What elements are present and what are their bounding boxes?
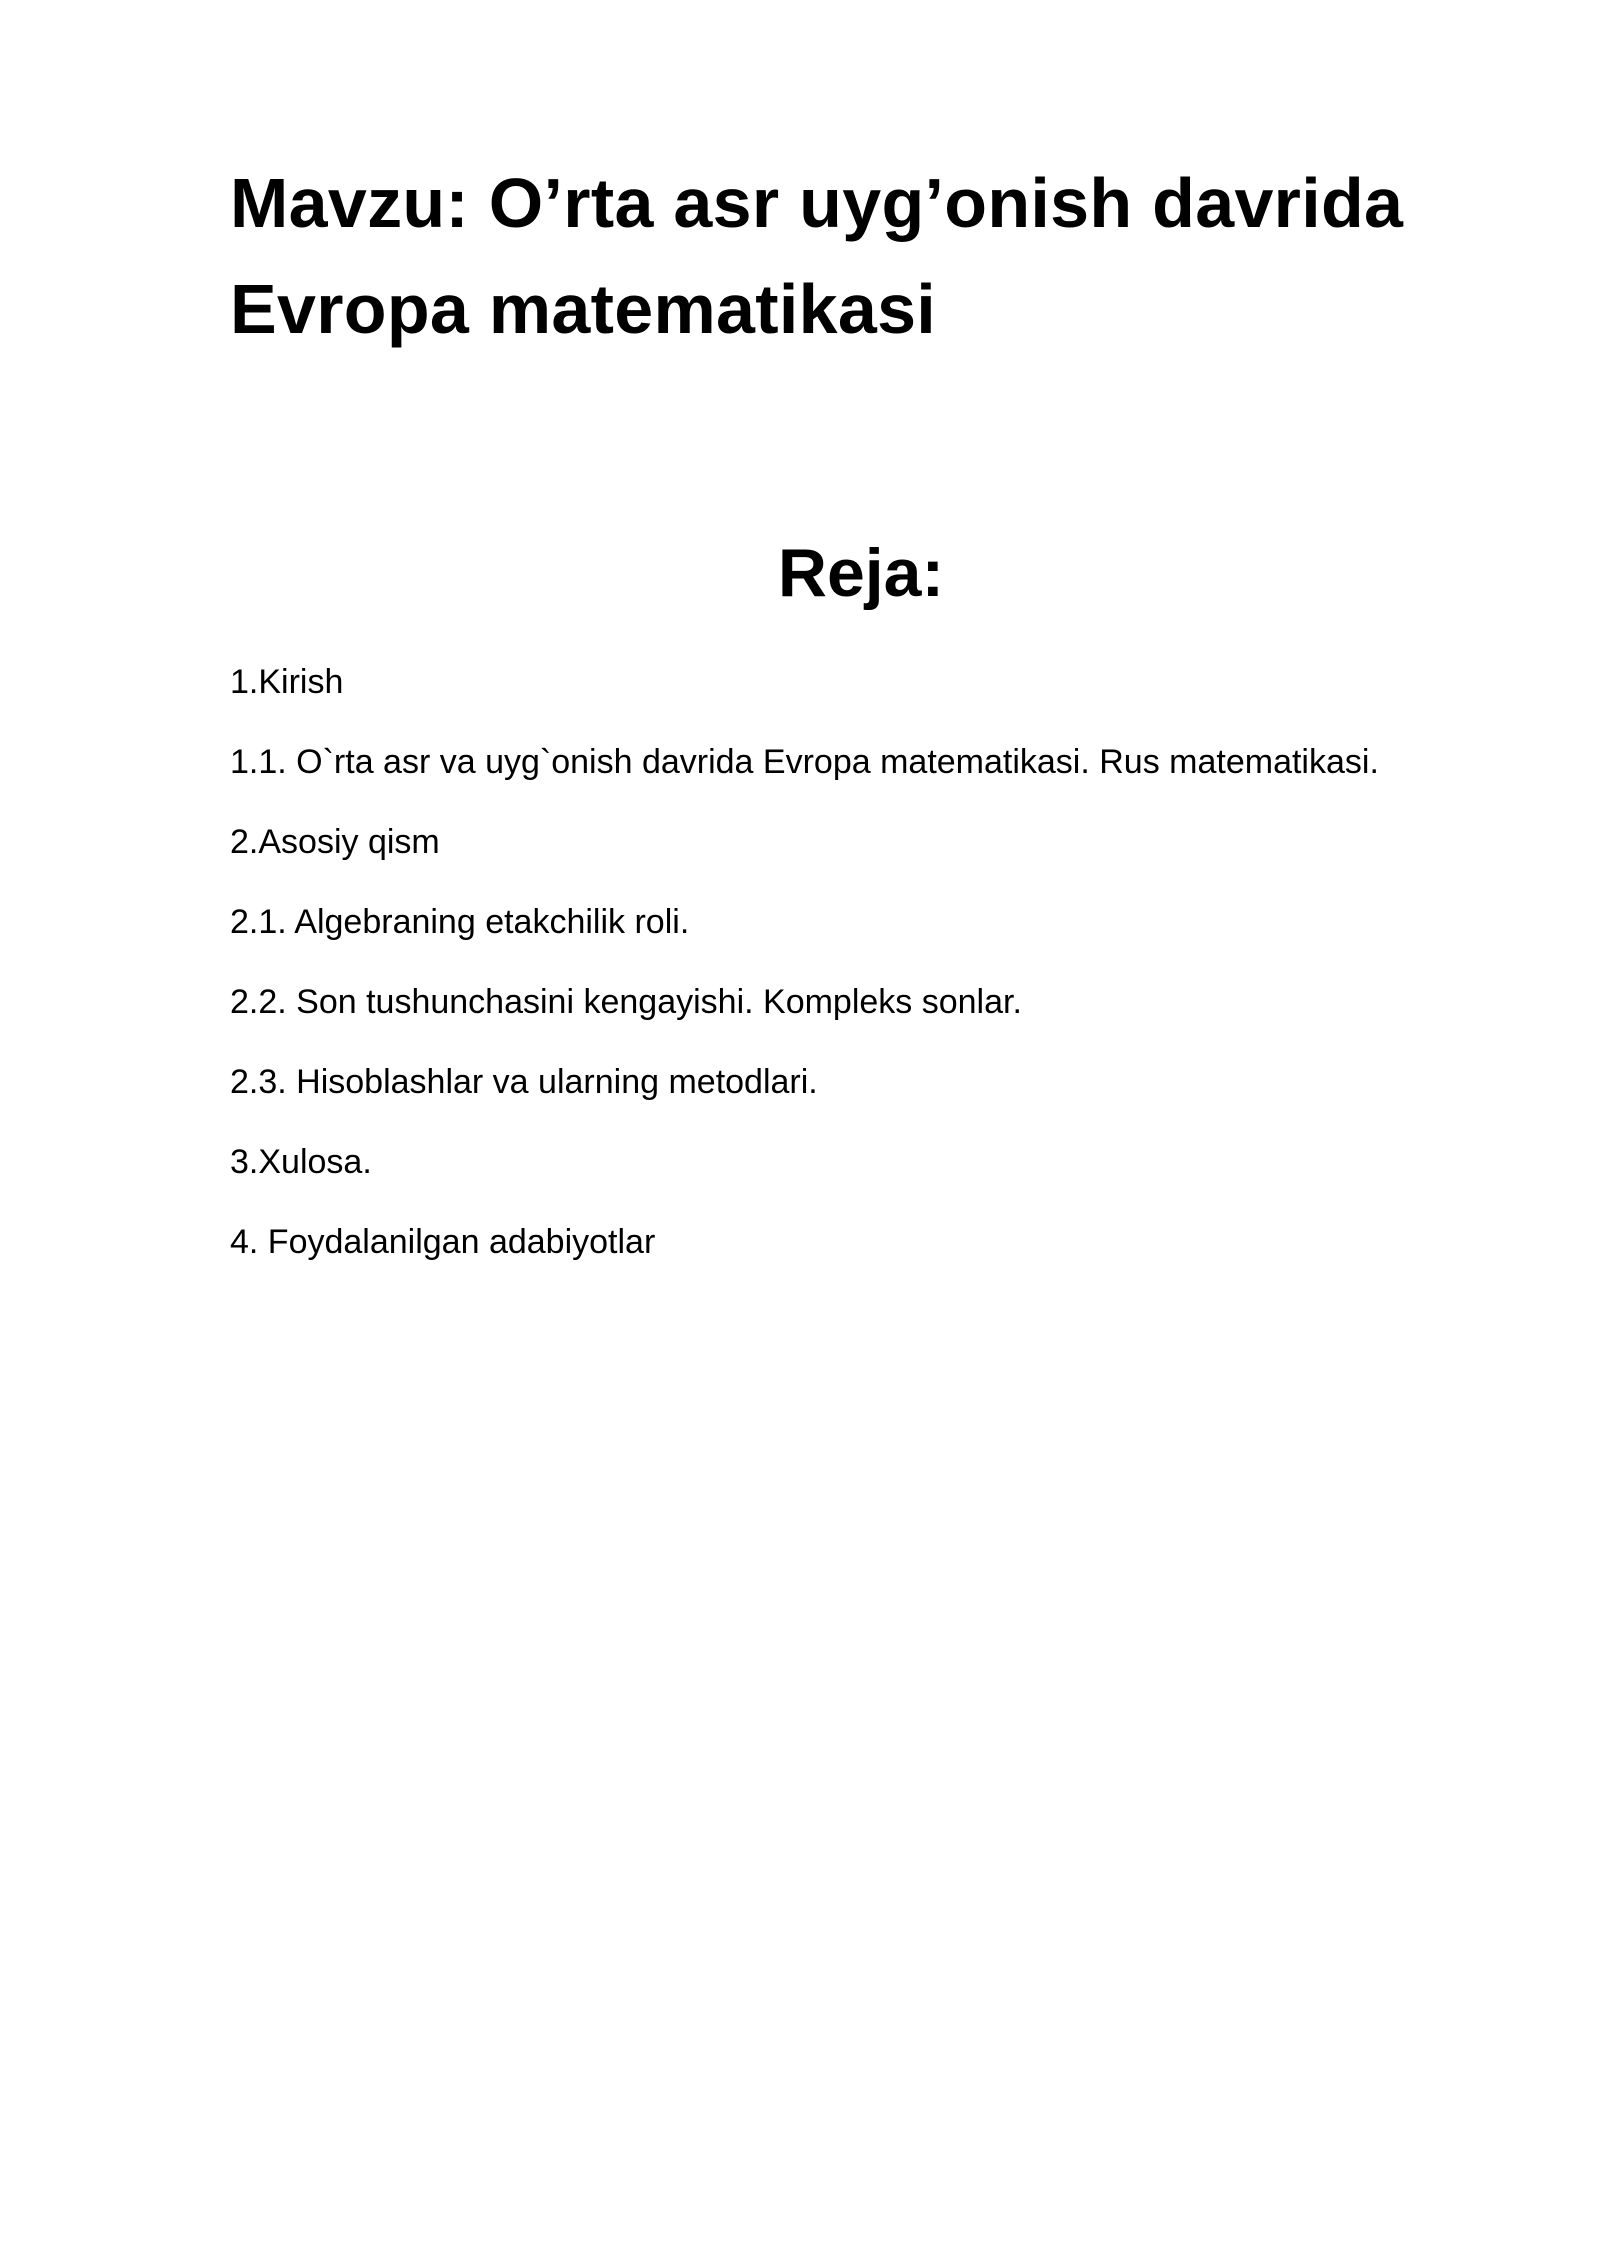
plan-item: 2.Asosiy qism [230, 823, 440, 861]
title-line-1: Mavzu: O’rta asr uyg’onish davrida [230, 164, 1404, 242]
plan-item: 1.1. O`rta asr va uyg`onish davrida Evropa matematikasi. Rus matematikasi. [230, 743, 1379, 781]
plan-item: 2.3. Hisoblashlar va ularning metodlari. [230, 1063, 818, 1101]
plan-item: 1.Kirish [230, 663, 344, 701]
plan-item: 4. Foydalanilgan adabiyotlar [230, 1223, 656, 1261]
plan-item: 3.Xulosa. [230, 1143, 372, 1181]
document-title [230, 150, 1430, 362]
plan-item: 2.2. Son tushunchasini kengayishi. Kompleks sonlar. [230, 983, 1022, 1021]
plan-heading: Reja: [777, 535, 945, 611]
plan-list [230, 660, 1470, 1300]
plan-item: 2.1. Algebraning etakchilik roli. [230, 903, 690, 941]
title-line-2: Evropa matematikasi [230, 270, 937, 348]
